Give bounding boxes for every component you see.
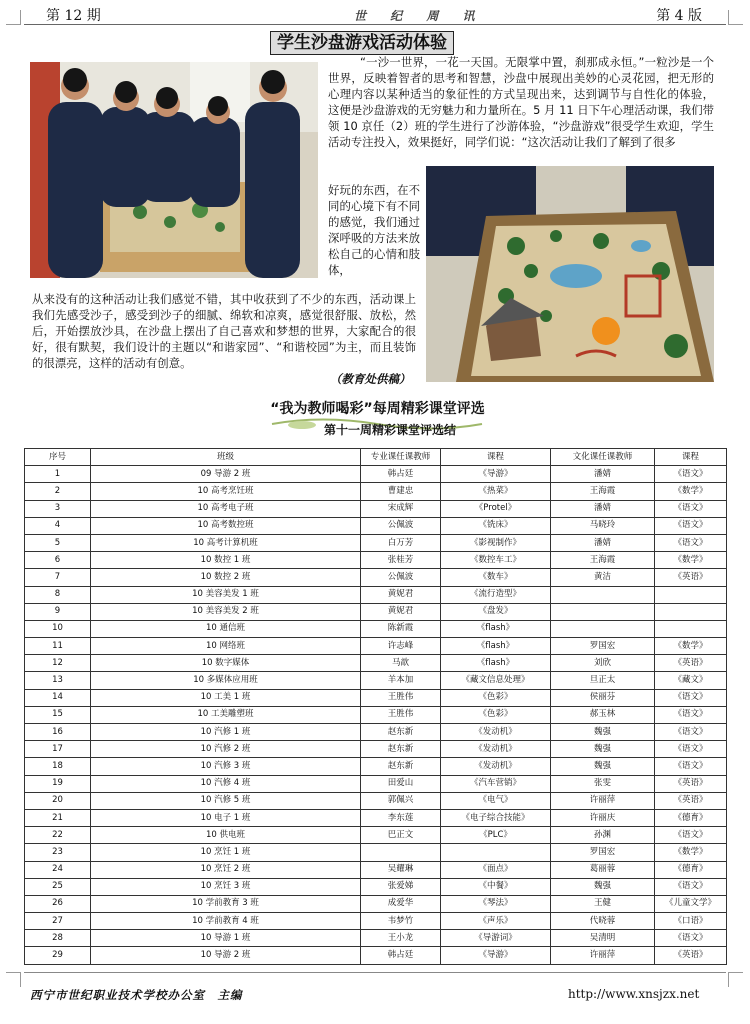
specialty-course-cell: 《导游》 [441, 947, 551, 964]
row-number-cell: 20 [25, 792, 91, 809]
specialty-course-cell: 《琴法》 [441, 895, 551, 912]
specialty-course-cell [441, 844, 551, 861]
culture-teacher-cell: 吴清明 [551, 930, 655, 947]
culture-course-cell: 《语文》 [655, 689, 727, 706]
class-name-cell: 10 高考计算机班 [91, 534, 361, 551]
class-name-cell: 10 烹饪 3 班 [91, 878, 361, 895]
article-paragraph-intro [328, 54, 714, 150]
table-header-row [25, 449, 727, 466]
specialty-course-cell: 《电气》 [441, 792, 551, 809]
class-name-cell: 10 网络班 [91, 638, 361, 655]
class-name-cell: 10 学前教育 4 班 [91, 913, 361, 930]
culture-course-cell: 《英语》 [655, 569, 727, 586]
specialty-course-cell: 《流行造型》 [441, 586, 551, 603]
row-number-cell: 4 [25, 517, 91, 534]
specialty-teacher-cell: 公佩波 [361, 569, 441, 586]
column-header: 专业课任课教师 [361, 449, 441, 466]
specialty-course-cell: 《铣床》 [441, 517, 551, 534]
class-name-cell: 10 导游 1 班 [91, 930, 361, 947]
column-header: 文化课任课教师 [551, 449, 655, 466]
specialty-teacher-cell: 公佩波 [361, 517, 441, 534]
specialty-course-cell: 《面点》 [441, 861, 551, 878]
culture-teacher-cell: 潘婧 [551, 466, 655, 483]
table-row [25, 895, 727, 912]
row-number-cell: 19 [25, 775, 91, 792]
specialty-teacher-cell: 曹建忠 [361, 483, 441, 500]
specialty-course-cell: 《Protel》 [441, 500, 551, 517]
table-row [25, 947, 727, 964]
page-number: 第 4 版 [656, 8, 702, 24]
culture-course-cell: 《藏文》 [655, 672, 727, 689]
row-number-cell: 23 [25, 844, 91, 861]
class-name-cell: 10 美容美发 1 班 [91, 586, 361, 603]
article-paragraph-middle [328, 182, 420, 278]
culture-course-cell: 《语文》 [655, 534, 727, 551]
class-name-cell: 10 高考数控班 [91, 517, 361, 534]
table-row [25, 827, 727, 844]
specialty-course-cell: 《导游词》 [441, 930, 551, 947]
culture-course-cell [655, 620, 727, 637]
table-row [25, 741, 727, 758]
column-header: 班级 [91, 449, 361, 466]
specialty-course-cell: 《影视制作》 [441, 534, 551, 551]
issue-number: 第 12 期 [46, 8, 101, 24]
table-row [25, 620, 727, 637]
culture-teacher-cell: 旦正太 [551, 672, 655, 689]
table-row [25, 758, 727, 775]
culture-teacher-cell: 罗国宏 [551, 844, 655, 861]
culture-teacher-cell: 魏强 [551, 741, 655, 758]
photo-students-sandplay [30, 62, 318, 278]
article-text-middle: 好玩的东西，在不同的心境下有不同的感觉，我们通过深呼吸的方法来放松自己的心情和肢体， [328, 183, 420, 277]
specialty-teacher-cell: 郭佩兴 [361, 792, 441, 809]
table-row [25, 861, 727, 878]
specialty-teacher-cell: 白万芳 [361, 534, 441, 551]
class-name-cell: 10 数控 1 班 [91, 552, 361, 569]
culture-course-cell: 《语文》 [655, 466, 727, 483]
row-number-cell: 12 [25, 655, 91, 672]
row-number-cell: 18 [25, 758, 91, 775]
specialty-teacher-cell: 黄妮君 [361, 603, 441, 620]
table-row [25, 913, 727, 930]
table-row [25, 500, 727, 517]
culture-teacher-cell: 郝玉林 [551, 706, 655, 723]
culture-course-cell: 《语文》 [655, 930, 727, 947]
row-number-cell: 13 [25, 672, 91, 689]
table-row [25, 603, 727, 620]
class-name-cell: 10 导游 2 班 [91, 947, 361, 964]
specialty-course-cell: 《声乐》 [441, 913, 551, 930]
specialty-teacher-cell: 赵东新 [361, 741, 441, 758]
column-header: 课程 [441, 449, 551, 466]
specialty-course-cell: 《电子综合技能》 [441, 809, 551, 826]
culture-course-cell: 《语文》 [655, 500, 727, 517]
specialty-teacher-cell: 田爱山 [361, 775, 441, 792]
specialty-teacher-cell: 许志峰 [361, 638, 441, 655]
table-row [25, 534, 727, 551]
row-number-cell: 1 [25, 466, 91, 483]
specialty-course-cell: 《发动机》 [441, 758, 551, 775]
specialty-course-cell: 《藏文信息处理》 [441, 672, 551, 689]
row-number-cell: 24 [25, 861, 91, 878]
table-body [25, 466, 727, 964]
culture-course-cell: 《数学》 [655, 638, 727, 655]
specialty-teacher-cell: 张桂芳 [361, 552, 441, 569]
footer-website: http://www.xnsjzx.net [568, 987, 700, 1001]
culture-course-cell: 《语文》 [655, 706, 727, 723]
culture-course-cell: 《语文》 [655, 517, 727, 534]
culture-teacher-cell [551, 620, 655, 637]
specialty-teacher-cell: 赵东新 [361, 724, 441, 741]
culture-teacher-cell: 王海霞 [551, 483, 655, 500]
specialty-course-cell: 《中餐》 [441, 878, 551, 895]
culture-course-cell: 《口语》 [655, 913, 727, 930]
table-row [25, 466, 727, 483]
culture-course-cell: 《语文》 [655, 827, 727, 844]
row-number-cell: 8 [25, 586, 91, 603]
specialty-teacher-cell: 吴耀琳 [361, 861, 441, 878]
culture-teacher-cell: 魏强 [551, 758, 655, 775]
culture-teacher-cell: 潘婧 [551, 534, 655, 551]
table-row [25, 517, 727, 534]
specialty-course-cell: 《汽车营销》 [441, 775, 551, 792]
culture-teacher-cell: 许丽萍 [551, 792, 655, 809]
specialty-course-cell: 《导游》 [441, 466, 551, 483]
row-number-cell: 14 [25, 689, 91, 706]
table-row [25, 483, 727, 500]
class-name-cell: 10 汽修 5 班 [91, 792, 361, 809]
table-row [25, 569, 727, 586]
row-number-cell: 3 [25, 500, 91, 517]
page-header [24, 4, 726, 25]
row-number-cell: 26 [25, 895, 91, 912]
specialty-course-cell: 《PLC》 [441, 827, 551, 844]
table-row [25, 672, 727, 689]
class-name-cell: 10 学前教育 3 班 [91, 895, 361, 912]
selection-title: “我为教师喝彩”每周精彩课堂评选 [270, 401, 485, 417]
table-row [25, 586, 727, 603]
specialty-teacher-cell: 王小龙 [361, 930, 441, 947]
corner-mark-tr [728, 10, 743, 25]
column-header: 课程 [655, 449, 727, 466]
row-number-cell: 22 [25, 827, 91, 844]
column-header: 序号 [25, 449, 91, 466]
sand-tray-image [426, 166, 714, 382]
specialty-teacher-cell: 宋成辉 [361, 500, 441, 517]
culture-teacher-cell: 许丽萍 [551, 947, 655, 964]
row-number-cell: 11 [25, 638, 91, 655]
class-name-cell: 10 汽修 2 班 [91, 741, 361, 758]
row-number-cell: 15 [25, 706, 91, 723]
specialty-course-cell: 《发动机》 [441, 724, 551, 741]
class-name-cell: 09 导游 2 班 [91, 466, 361, 483]
class-name-cell: 10 数控 2 班 [91, 569, 361, 586]
class-name-cell: 10 多媒体应用班 [91, 672, 361, 689]
specialty-teacher-cell: 陈新霞 [361, 620, 441, 637]
table-row [25, 689, 727, 706]
row-number-cell: 10 [25, 620, 91, 637]
row-number-cell: 29 [25, 947, 91, 964]
class-name-cell: 10 高考烹饪班 [91, 483, 361, 500]
culture-teacher-cell: 魏强 [551, 724, 655, 741]
specialty-course-cell: 《数车》 [441, 569, 551, 586]
photo-sand-tray [426, 166, 714, 382]
specialty-course-cell: 《色彩》 [441, 689, 551, 706]
row-number-cell: 27 [25, 913, 91, 930]
culture-teacher-cell [551, 603, 655, 620]
specialty-course-cell: 《flash》 [441, 638, 551, 655]
specialty-course-cell: 《flash》 [441, 655, 551, 672]
specialty-course-cell: 《盘发》 [441, 603, 551, 620]
specialty-course-cell: 《flash》 [441, 620, 551, 637]
culture-teacher-cell: 许丽庆 [551, 809, 655, 826]
culture-teacher-cell: 孙渊 [551, 827, 655, 844]
specialty-teacher-cell: 巴正文 [361, 827, 441, 844]
class-name-cell: 10 电子 1 班 [91, 809, 361, 826]
class-name-cell: 10 供电班 [91, 827, 361, 844]
culture-course-cell: 《德育》 [655, 861, 727, 878]
table-row [25, 775, 727, 792]
table-row [25, 724, 727, 741]
row-number-cell: 28 [25, 930, 91, 947]
row-number-cell: 21 [25, 809, 91, 826]
row-number-cell: 9 [25, 603, 91, 620]
class-name-cell: 10 通信班 [91, 620, 361, 637]
culture-course-cell: 《儿童文学》 [655, 895, 727, 912]
culture-course-cell: 《数学》 [655, 552, 727, 569]
specialty-teacher-cell: 王胜伟 [361, 706, 441, 723]
selection-subtitle: 第十一周精彩课堂评选结 [323, 423, 456, 437]
specialty-teacher-cell: 黄妮君 [361, 586, 441, 603]
class-name-cell: 10 数字媒体 [91, 655, 361, 672]
culture-course-cell [655, 603, 727, 620]
table-row [25, 706, 727, 723]
article-paragraph-bottom [32, 291, 416, 371]
specialty-teacher-cell: 张爱娣 [361, 878, 441, 895]
specialty-teacher-cell: 李东莲 [361, 809, 441, 826]
class-name-cell: 10 美容美发 2 班 [91, 603, 361, 620]
table-row [25, 638, 727, 655]
corner-mark-bl [6, 972, 21, 987]
specialty-teacher-cell: 成爱华 [361, 895, 441, 912]
culture-course-cell: 《英语》 [655, 792, 727, 809]
class-name-cell: 10 高考电子班 [91, 500, 361, 517]
table-row [25, 809, 727, 826]
row-number-cell: 17 [25, 741, 91, 758]
specialty-teacher-cell [361, 844, 441, 861]
class-name-cell: 10 工美雕塑班 [91, 706, 361, 723]
article-credit: （教育处供稿） [330, 372, 411, 386]
table-row [25, 930, 727, 947]
specialty-course-cell: 《热菜》 [441, 483, 551, 500]
culture-course-cell: 《英语》 [655, 775, 727, 792]
culture-course-cell: 《德育》 [655, 809, 727, 826]
specialty-teacher-cell: 羊本加 [361, 672, 441, 689]
row-number-cell: 25 [25, 878, 91, 895]
table-row [25, 844, 727, 861]
culture-teacher-cell: 刘欣 [551, 655, 655, 672]
class-name-cell: 10 烹饪 1 班 [91, 844, 361, 861]
culture-teacher-cell: 潘婧 [551, 500, 655, 517]
culture-teacher-cell: 葛丽蓉 [551, 861, 655, 878]
culture-course-cell: 《英语》 [655, 655, 727, 672]
row-number-cell: 2 [25, 483, 91, 500]
table-row [25, 792, 727, 809]
specialty-teacher-cell: 马歆 [361, 655, 441, 672]
footer-editor: 西宁市世纪职业技术学校办公室 主编 [30, 988, 243, 1002]
row-number-cell: 6 [25, 552, 91, 569]
culture-course-cell [655, 586, 727, 603]
culture-course-cell: 《语文》 [655, 758, 727, 775]
culture-teacher-cell: 王健 [551, 895, 655, 912]
culture-teacher-cell: 王海霞 [551, 552, 655, 569]
article-text-bottom: 从来没有的这种活动让我们感觉不错，其中收获到了不少的东西，活动课上我们先感受沙子，感受到沙子的细腻、绵软和凉爽，感觉很舒服、放松，然后，开始摆放沙具，在沙盘上摆出了自己喜欢和梦想的世界，大家配合的很好，很有默契，我们设计的主题以“和谐家园”、“和谐校园”为主，而且装饰的很漂亮，这样的活动有创意。 [32, 292, 416, 370]
students-sandplay-image [30, 62, 318, 278]
culture-teacher-cell: 罗国宏 [551, 638, 655, 655]
row-number-cell: 7 [25, 569, 91, 586]
specialty-course-cell: 《发动机》 [441, 741, 551, 758]
class-name-cell: 10 汽修 3 班 [91, 758, 361, 775]
table-row [25, 655, 727, 672]
article-title: 学生沙盘游戏活动体验 [270, 31, 454, 55]
specialty-teacher-cell: 韩占廷 [361, 466, 441, 483]
culture-teacher-cell: 侯丽芬 [551, 689, 655, 706]
class-name-cell: 10 汽修 1 班 [91, 724, 361, 741]
specialty-teacher-cell: 王胜伟 [361, 689, 441, 706]
class-name-cell: 10 工美 1 班 [91, 689, 361, 706]
culture-course-cell: 《数学》 [655, 483, 727, 500]
table-row [25, 552, 727, 569]
culture-course-cell: 《语文》 [655, 724, 727, 741]
specialty-teacher-cell: 赵东新 [361, 758, 441, 775]
culture-teacher-cell: 代晓蓉 [551, 913, 655, 930]
paper-name: 世 纪 周 讯 [354, 9, 485, 23]
culture-teacher-cell: 马晓玲 [551, 517, 655, 534]
culture-course-cell: 《语文》 [655, 741, 727, 758]
corner-mark-tl [6, 10, 21, 25]
corner-mark-br [728, 972, 743, 987]
row-number-cell: 16 [25, 724, 91, 741]
table-row [25, 878, 727, 895]
row-number-cell: 5 [25, 534, 91, 551]
culture-course-cell: 《语文》 [655, 878, 727, 895]
specialty-teacher-cell: 韩占廷 [361, 947, 441, 964]
culture-teacher-cell [551, 586, 655, 603]
specialty-course-cell: 《数控车工》 [441, 552, 551, 569]
culture-course-cell: 《英语》 [655, 947, 727, 964]
class-name-cell: 10 烹饪 2 班 [91, 861, 361, 878]
class-name-cell: 10 汽修 4 班 [91, 775, 361, 792]
culture-teacher-cell: 魏强 [551, 878, 655, 895]
culture-teacher-cell: 张雯 [551, 775, 655, 792]
specialty-teacher-cell: 韦梦竹 [361, 913, 441, 930]
specialty-course-cell: 《色彩》 [441, 706, 551, 723]
selection-table [24, 448, 727, 965]
culture-teacher-cell: 黄洁 [551, 569, 655, 586]
footer-rule [24, 972, 726, 973]
culture-course-cell: 《数学》 [655, 844, 727, 861]
article-text-intro: “一沙一世界，一花一天国。无限掌中置，刹那成永恒。”一粒沙是一个世界，反映着智者的思考和智慧，沙盘中展现出美妙的心灵花园，把无形的心理内容以某种适当的象征性的方式呈现出来，达到调节与自性化的体验，这便是沙盘游戏的无穷魅力和力量所在。5 月 11 日下午心理活动课，我们带领 10 京任（2）班的学生进行了沙游体验，“沙盘游戏”很受学生欢迎，学生活动专注投入，效果挺好，同学们说：“这次活动让我们了解到了很多 [328, 55, 714, 149]
